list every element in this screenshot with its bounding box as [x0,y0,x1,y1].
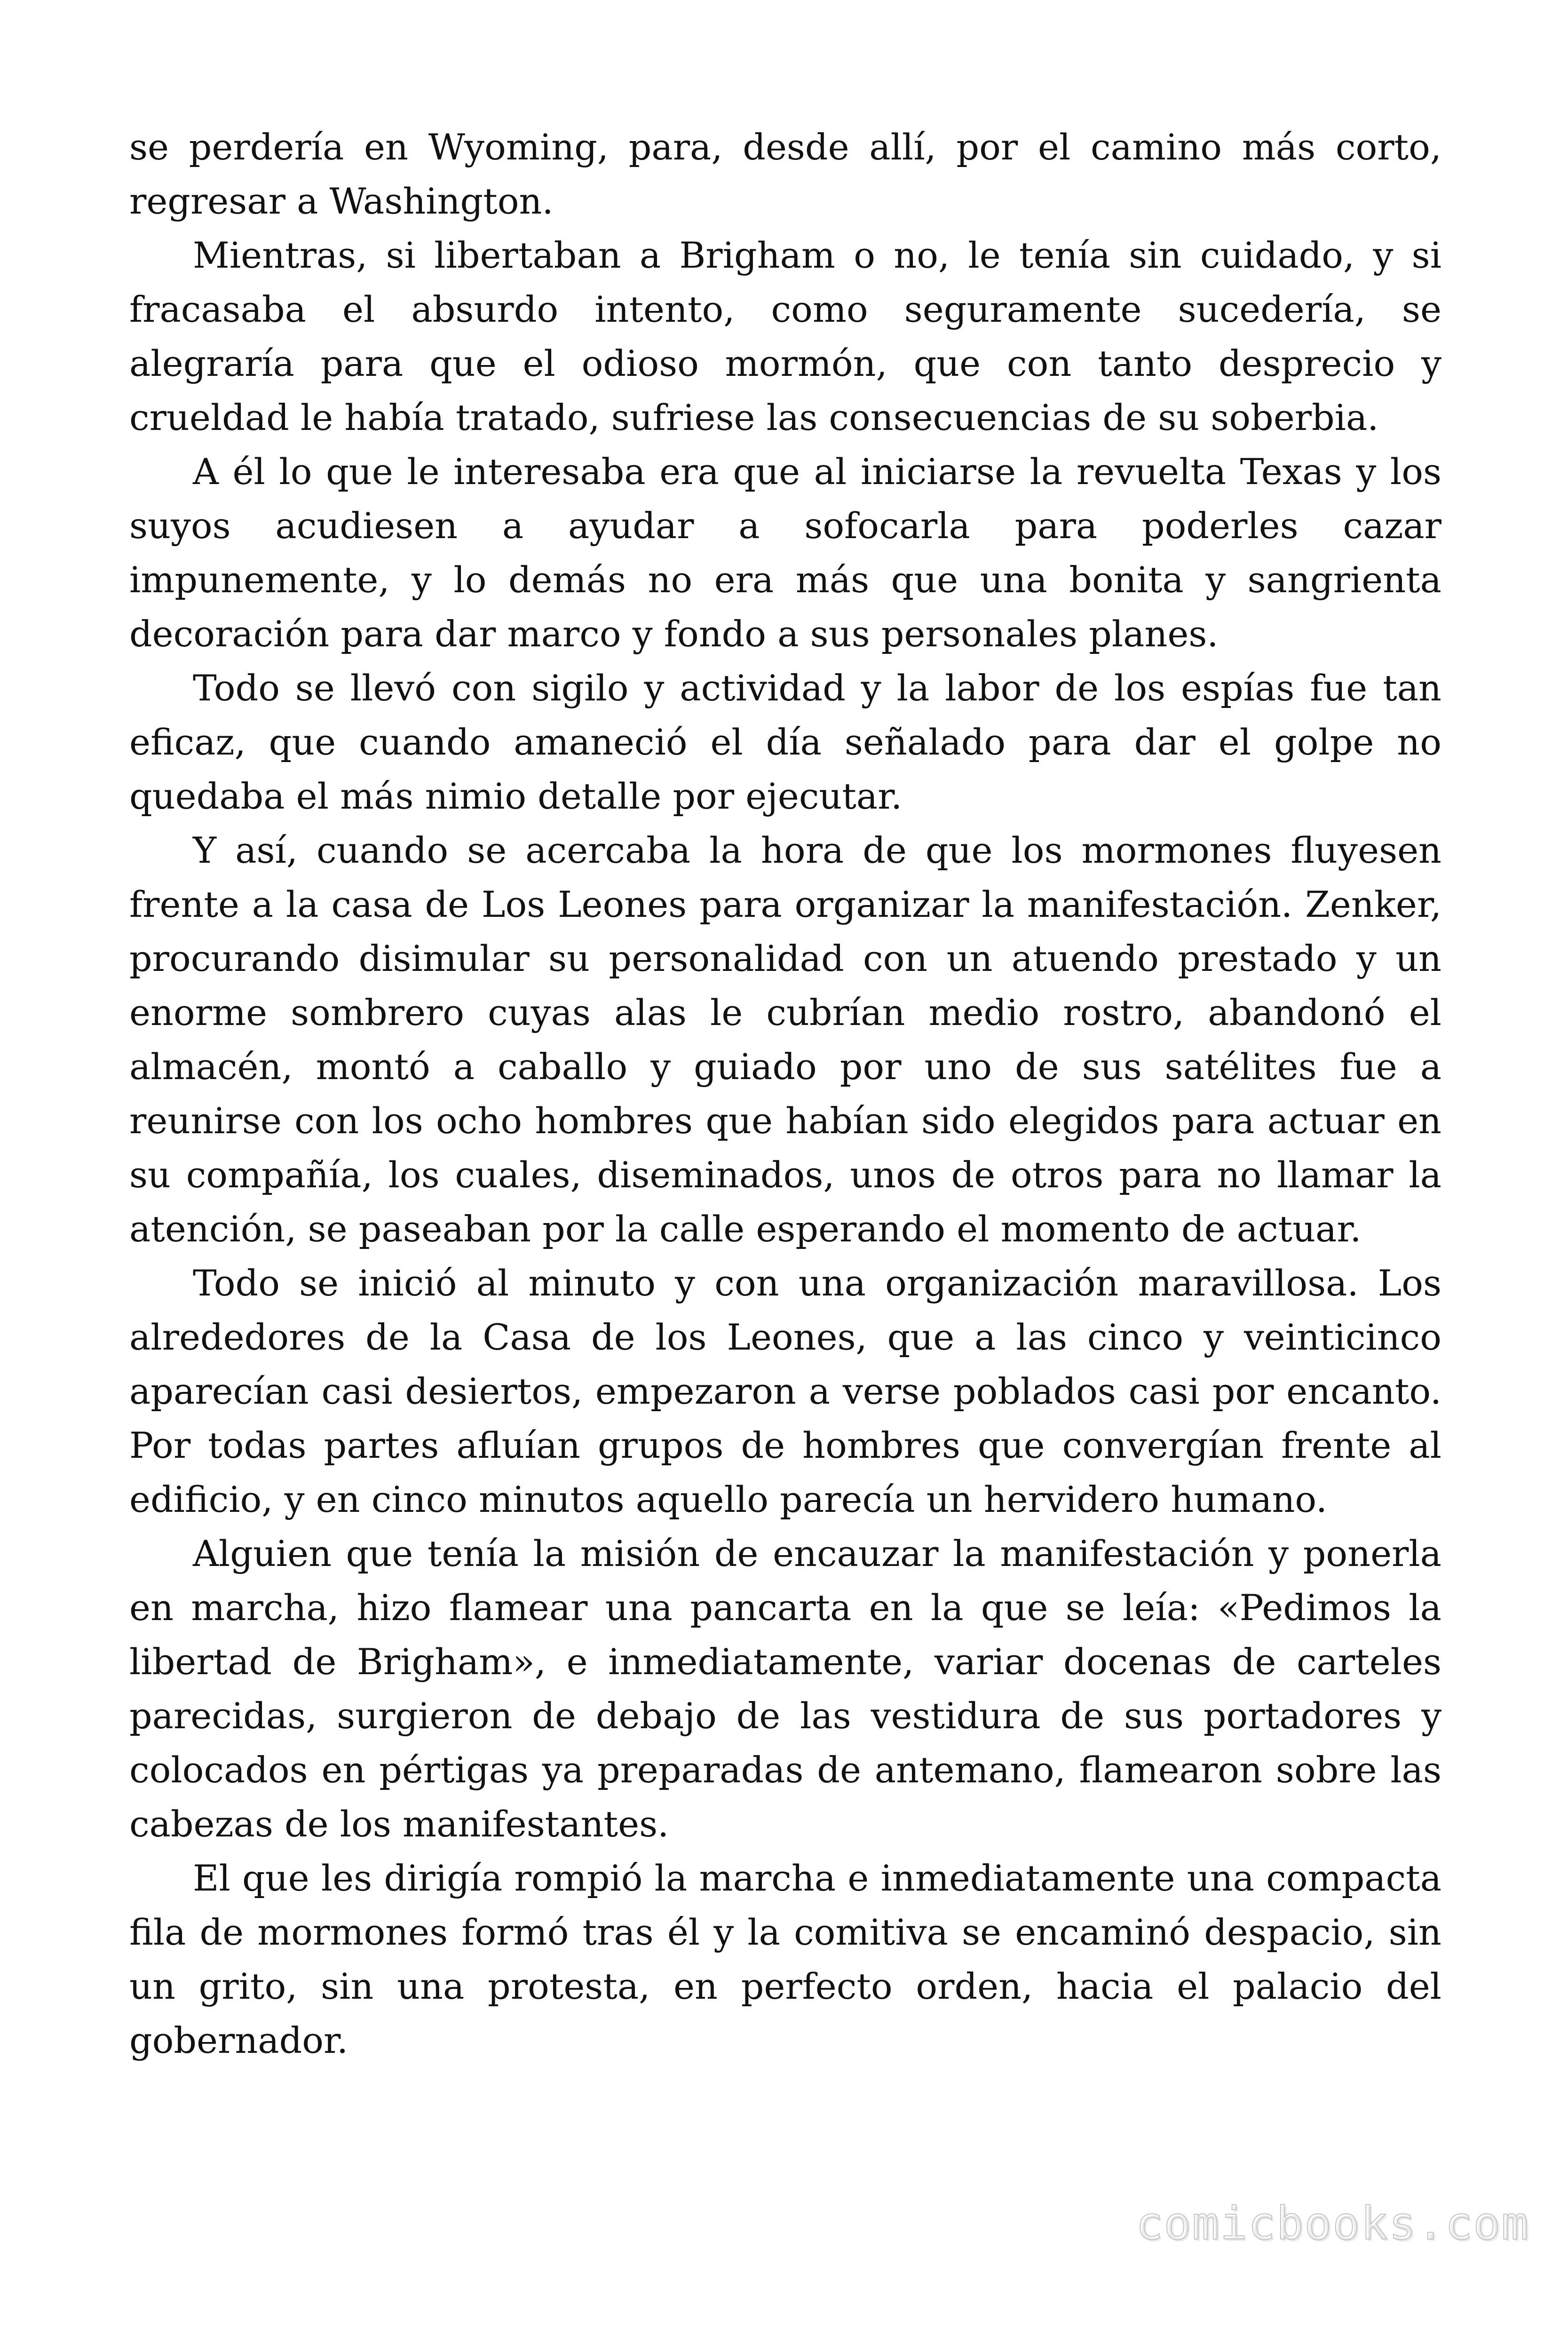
paragraph-7: Alguien que tenía la misión de encauzar la manifestación y ponerla en marcha, hizo flamear una pancarta en la que se leía: «Pedimos la libertad de Brigham», e inmediatamente, variar docenas de carteles parecidas, surgieron de debajo de las vestidura de sus portadores y colocados en pértigas ya preparadas de antemano, flamearon sobre las cabezas de los manifestantes. [129,1533,1441,1845]
paragraph-5: Y así, cuando se acercaba la hora de que los mormones fluyesen frente a la casa de Los Leones para organizar la manifestación. Zenker, procurando disimular su personalidad con un atuendo prestado y un enorme sombrero cuyas alas le cubrían medio rostro, abandonó el almacén, montó a caballo y guiado por uno de sus satélites fue a reunirse con los ocho hombres que habían sido elegidos para actuar en su compañía, los cuales, diseminados, unos de otros para no llamar la atención, se paseaban por la calle esperando el momento de actuar. [129,829,1441,1250]
paragraph-1: se perdería en Wyoming, para, desde allí, por el camino más corto, regresar a Washington. [129,126,1441,222]
watermark: comicbooks.com [1135,2197,1529,2250]
paragraph-4: Todo se llevó con sigilo y actividad y la labor de los espías fue tan eficaz, que cuando amaneció el día señalado para dar el golpe no quedaba el más nimio detalle por ejecutar. [129,667,1441,817]
book-page-text [129,120,1441,2067]
paragraph-6: Todo se inició al minuto y con una organización maravillosa. Los alrededores de la Casa de los Leones, que a las cinco y veinticinco aparecían casi desiertos, empezaron a verse poblados casi por encanto. Por todas partes afluían grupos de hombres que convergían frente al edificio, y en cinco minutos aquello parecía un hervidero humano. [129,1262,1441,1520]
paragraph-2: Mientras, si libertaban a Brigham o no, le tenía sin cuidado, y si fracasaba el absurdo intento, como seguramente sucedería, se alegraría para que el odioso mormón, que con tanto desprecio y crueldad le había tratado, sufriese las consecuencias de su soberbia. [129,234,1441,438]
paragraph-8: El que les dirigía rompió la marcha e inmediatamente una compacta fila de mormones formó tras él y la comitiva se encaminó despacio, sin un grito, sin una protesta, en perfecto orden, hacia el palacio del gobernador. [129,1857,1441,2061]
paragraph-3: A él lo que le interesaba era que al iniciarse la revuelta Texas y los suyos acudiesen a ayudar a sofocarla para poderles cazar impunemente, y lo demás no era más que una bonita y sangrienta decoración para dar marco y fondo a sus personales planes. [129,451,1441,655]
